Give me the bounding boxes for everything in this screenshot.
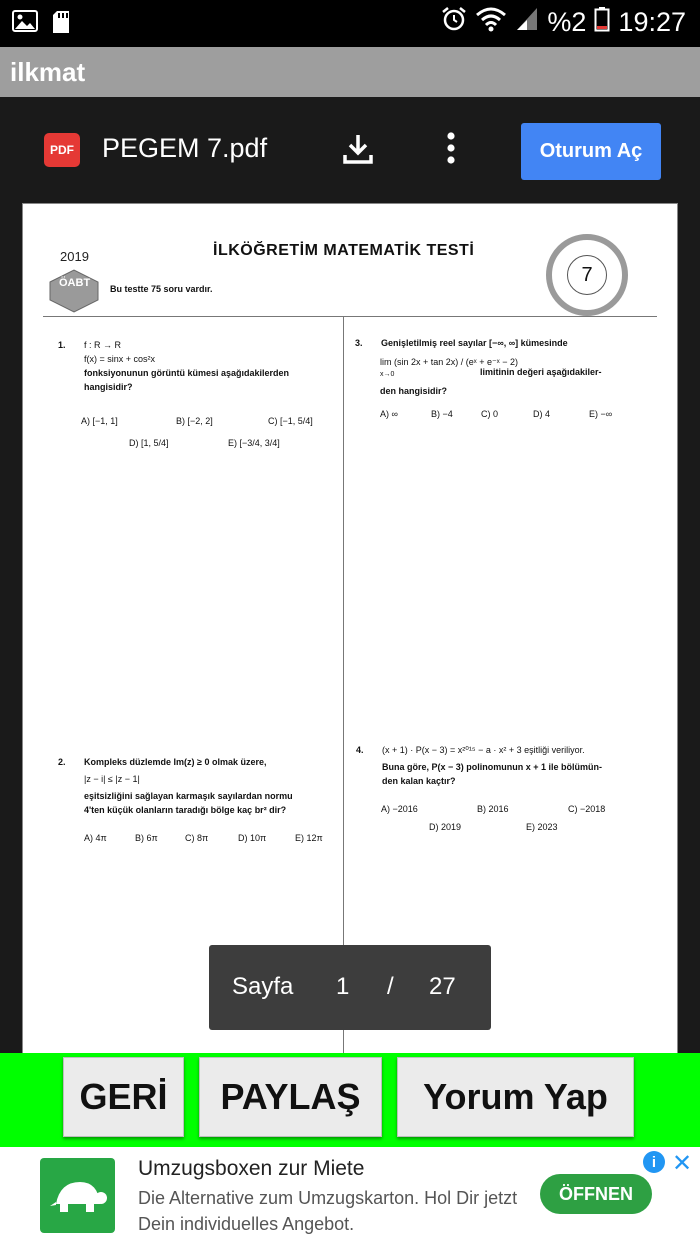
question-number: 1. bbox=[58, 340, 66, 350]
document-subtitle: Bu testte 75 soru vardır. bbox=[110, 284, 213, 294]
sd-card-icon bbox=[52, 10, 70, 39]
option: C) 0 bbox=[481, 409, 499, 419]
question-1 bbox=[58, 339, 338, 459]
option: B) −4 bbox=[431, 409, 453, 419]
download-icon[interactable] bbox=[340, 131, 376, 172]
image-icon bbox=[12, 10, 38, 39]
question-text: Kompleks düzlemde Im(z) ≥ 0 olmak üzere, bbox=[84, 757, 267, 767]
more-vert-icon[interactable] bbox=[444, 131, 458, 172]
question-number: 3. bbox=[355, 338, 363, 348]
battery-percent: %2 bbox=[547, 7, 587, 37]
option: D) 4 bbox=[533, 409, 551, 419]
question-text: fonksiyonunun görüntü kümesi aşağıdakilerden bbox=[84, 367, 290, 378]
question-text: (x + 1) · P(x − 3) = x²⁰¹⁵ − a · x² + 3 eşitliği veriliyor. bbox=[382, 745, 585, 755]
question-number: 4. bbox=[356, 745, 364, 755]
app-title: ilkmat bbox=[10, 57, 86, 87]
current-page: 1 bbox=[336, 973, 350, 1000]
pdf-file-icon: PDF bbox=[44, 133, 80, 167]
question-text: hangisidir? bbox=[84, 381, 133, 392]
ad-title[interactable]: Umzugsboxen zur Miete bbox=[138, 1157, 365, 1180]
option: A) [−1, 1] bbox=[81, 416, 118, 426]
option: E) 2023 bbox=[526, 822, 558, 832]
divider-vertical bbox=[343, 316, 344, 1053]
back-button[interactable]: GERİ bbox=[63, 1057, 184, 1137]
question-text: |z − i| ≤ |z − 1| bbox=[84, 773, 140, 784]
exam-badge: ÖABT bbox=[59, 277, 91, 289]
limit-expression: lim (sin 2x + tan 2x) / (eˣ + e⁻ˣ − 2) bbox=[380, 357, 518, 367]
page-indicator bbox=[209, 945, 491, 1030]
option: E) −∞ bbox=[589, 409, 613, 419]
clock: 19:27 bbox=[618, 7, 686, 37]
option: E) 12π bbox=[295, 833, 323, 843]
option: A) 4π bbox=[84, 833, 107, 843]
exam-badge-shape bbox=[48, 268, 100, 314]
total-pages: 27 bbox=[429, 973, 456, 1000]
ad-banner[interactable] bbox=[0, 1147, 700, 1244]
turtle-icon[interactable] bbox=[40, 1158, 115, 1233]
page-label: Sayfa bbox=[232, 973, 294, 1000]
option: D) 2019 bbox=[429, 822, 462, 832]
ad-info-icon[interactable]: i bbox=[643, 1151, 665, 1173]
question-text: Buna göre, P(x − 3) polinomunun x + 1 ile bölümün- bbox=[382, 761, 603, 772]
ad-open-button[interactable]: ÖFFNEN bbox=[540, 1174, 652, 1214]
alarm-icon bbox=[441, 6, 467, 39]
pdf-viewer[interactable] bbox=[0, 97, 700, 1053]
bottom-toolbar bbox=[0, 1053, 700, 1147]
option: B) 2016 bbox=[477, 804, 509, 814]
exam-year: 2019 bbox=[60, 249, 89, 264]
question-text: 4'ten küçük olanların taradığı bölge kaç br² dir? bbox=[84, 804, 287, 815]
option: D) 10π bbox=[238, 833, 267, 843]
page-separator: / bbox=[387, 973, 394, 1000]
status-bar bbox=[0, 0, 700, 47]
option: C) 8π bbox=[185, 833, 209, 843]
signal-icon bbox=[515, 6, 539, 39]
test-seal bbox=[546, 234, 628, 316]
sign-in-button[interactable]: Oturum Aç bbox=[521, 123, 661, 180]
pdf-page bbox=[23, 204, 677, 1053]
share-button[interactable]: PAYLAŞ bbox=[199, 1057, 382, 1137]
test-number: 7 bbox=[567, 255, 607, 295]
question-text: Genişletilmiş reel sayılar [−∞, ∞] kümesinde bbox=[381, 338, 568, 348]
ad-description: Die Alternative zum Umzugskarton. Hol Dir jetzt Dein individuelles Angebot. bbox=[138, 1188, 518, 1234]
option: A) −2016 bbox=[381, 804, 418, 814]
option: E) [−3/4, 3/4] bbox=[228, 438, 280, 448]
option: A) ∞ bbox=[380, 409, 398, 419]
comment-button[interactable]: Yorum Yap bbox=[397, 1057, 634, 1137]
option: C) [−1, 5/4] bbox=[268, 416, 313, 426]
wifi-icon bbox=[475, 6, 507, 39]
option: D) [1, 5/4] bbox=[129, 438, 169, 448]
app-bar bbox=[0, 47, 700, 97]
question-text: limitinin değeri aşağıdakiler- bbox=[480, 367, 602, 377]
question-number: 2. bbox=[58, 757, 66, 767]
question-text: f : R → R bbox=[84, 340, 122, 350]
battery-icon bbox=[594, 6, 610, 39]
option: B) [−2, 2] bbox=[176, 416, 213, 426]
question-text: f(x) = sinx + cos²x bbox=[84, 353, 156, 364]
question-text: eşitsizliğini sağlayan karmaşık sayılardan normu bbox=[84, 790, 293, 801]
question-text: den kalan kaçtır? bbox=[382, 775, 456, 786]
option: C) −2018 bbox=[568, 804, 606, 814]
limit-subscript: x→0 bbox=[380, 371, 395, 378]
file-name: PEGEM 7.pdf bbox=[102, 133, 268, 163]
question-3 bbox=[355, 337, 655, 417]
divider-horizontal bbox=[43, 316, 657, 317]
question-text: den hangisidir? bbox=[380, 386, 448, 396]
document-title: İLKÖĞRETİM MATEMATİK TESTİ bbox=[213, 242, 475, 259]
option: B) 6π bbox=[135, 833, 158, 843]
ad-close-icon[interactable]: ✕ bbox=[672, 1150, 693, 1177]
